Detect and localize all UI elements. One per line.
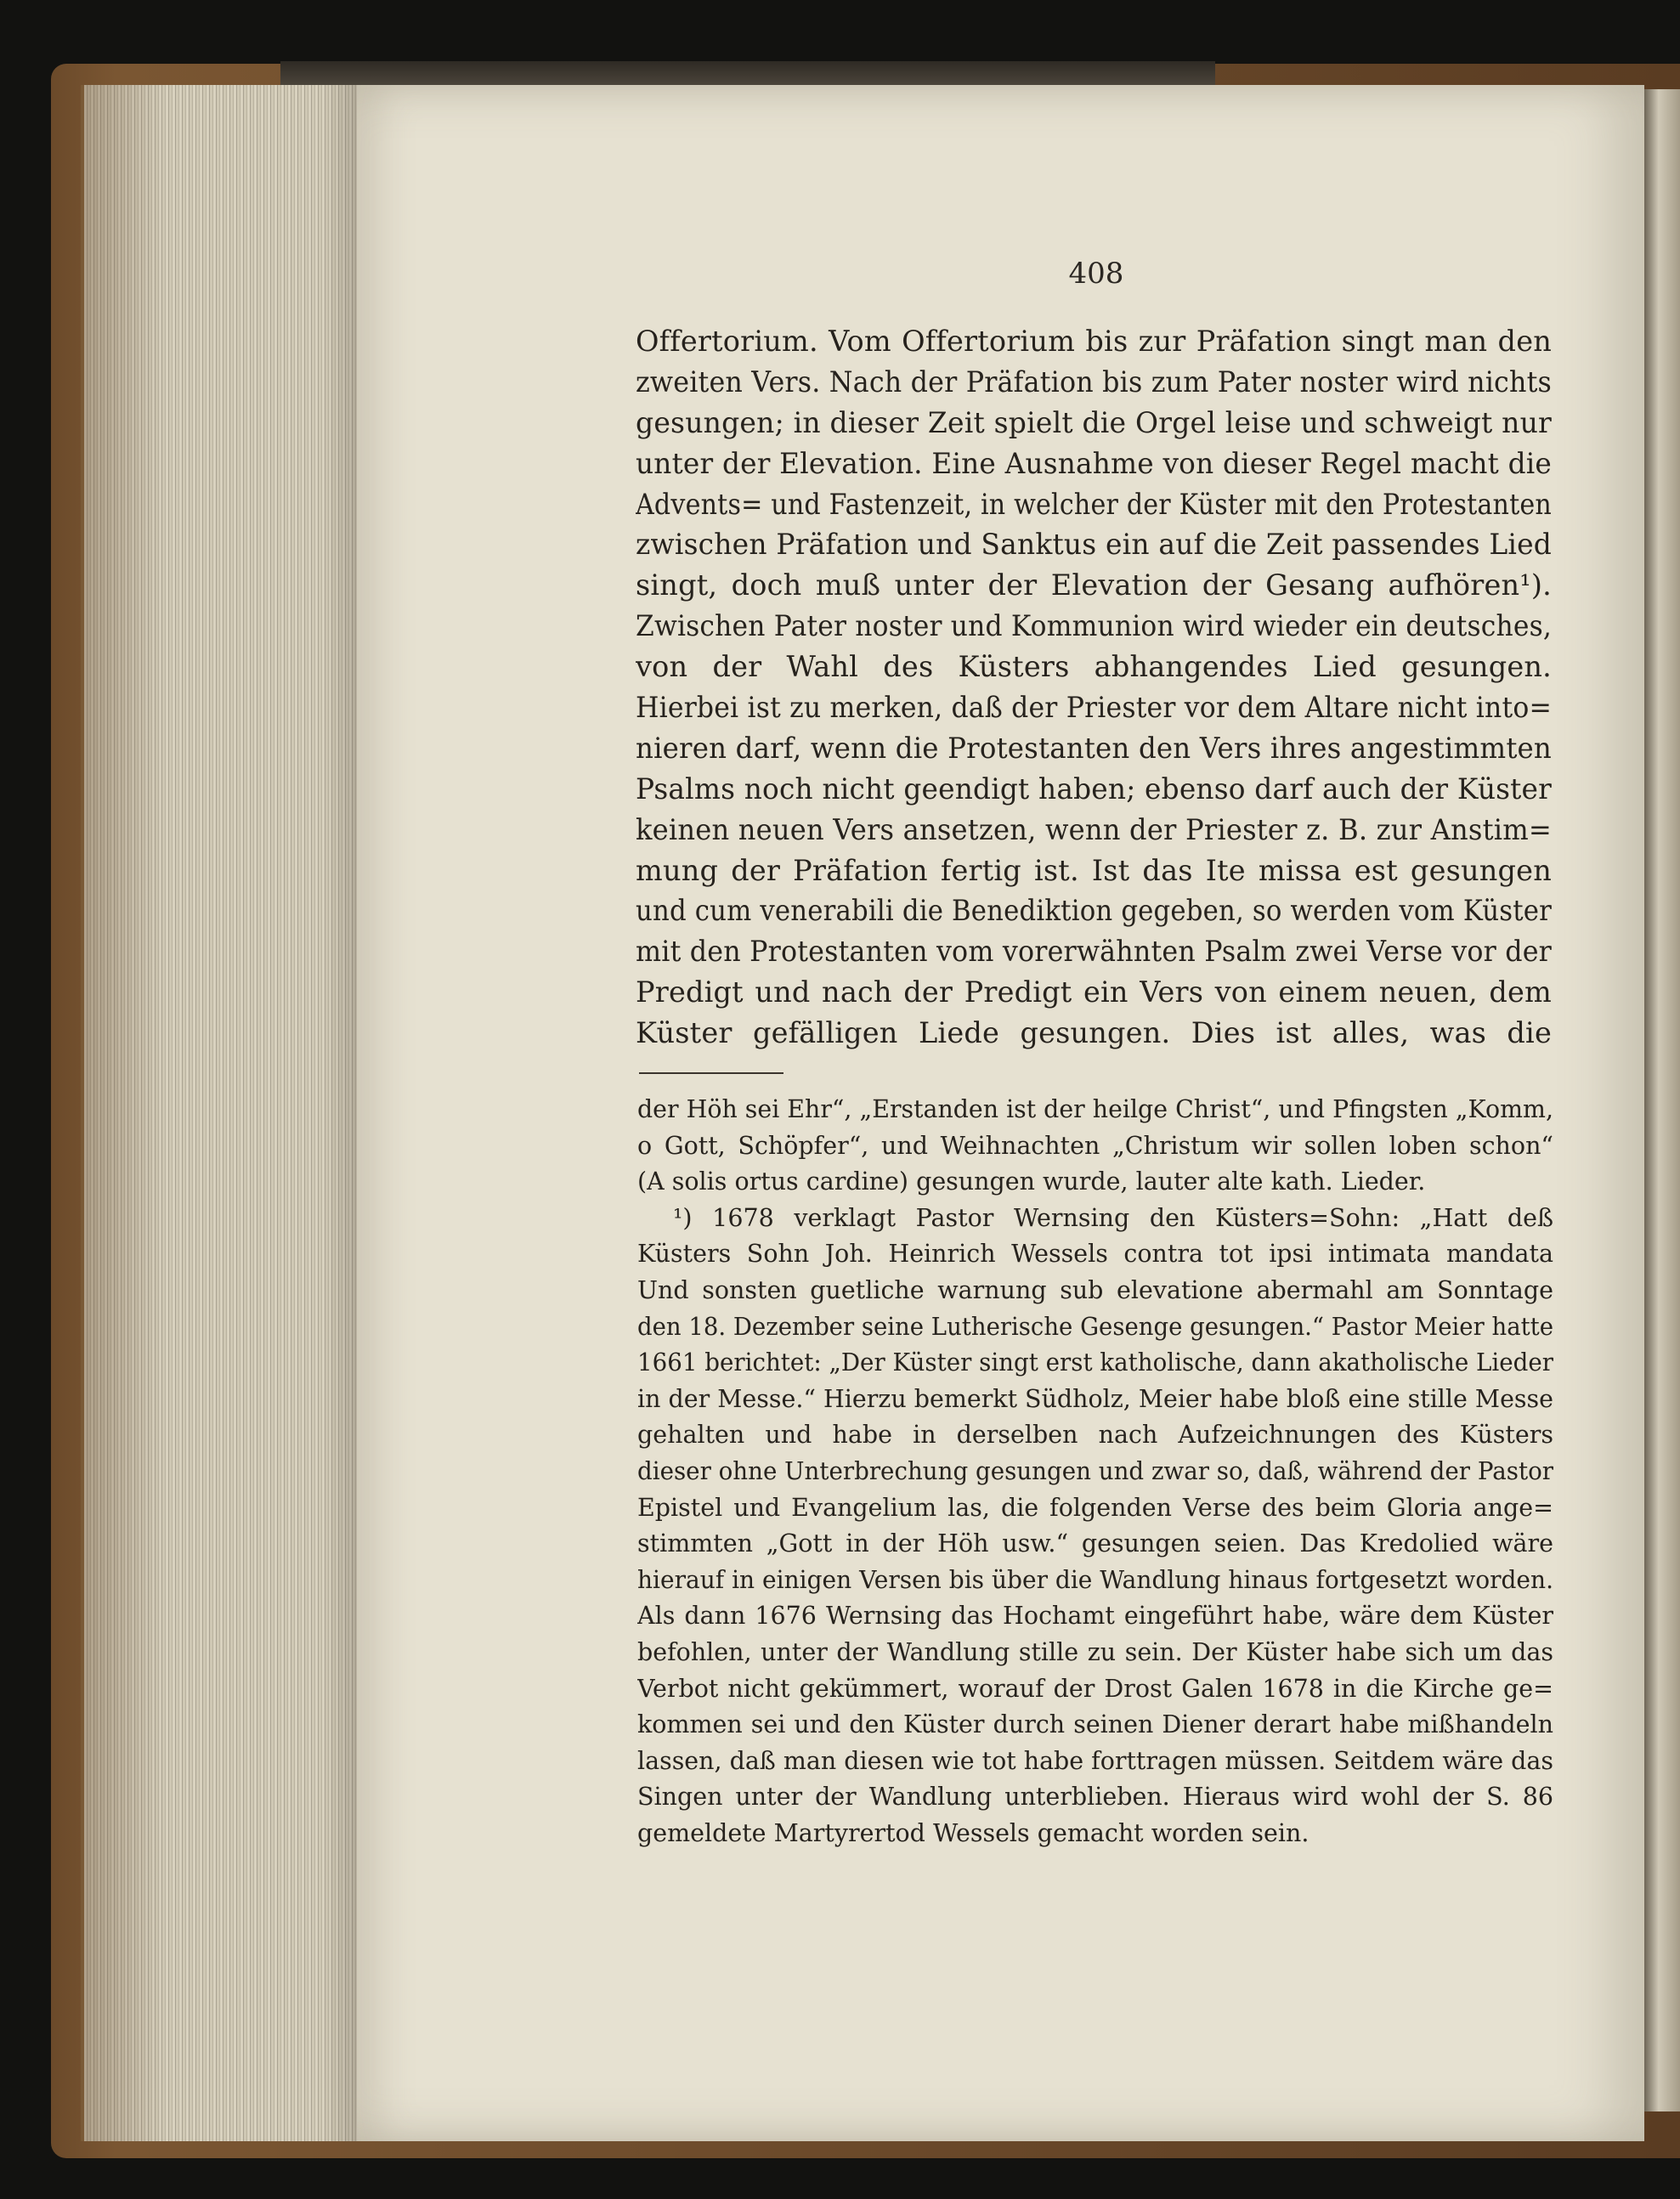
footnote-line: ¹) 1678 verklagt Pastor Wernsing den Küsters=Sohn: „Hatt deß: [673, 1203, 1553, 1232]
footnote-line: kommen sei und den Küster durch seinen Diener derart habe mißhandeln: [637, 1710, 1553, 1739]
text-line: zwischen Präfation und Sanktus ein auf die Zeit passendes Lied: [636, 528, 1552, 562]
page-edges-shadow: [81, 85, 365, 2141]
text-line: zweiten Vers. Nach der Präfation bis zum Pater noster wird nichts: [636, 365, 1552, 399]
footnote-line: Epistel und Evangelium las, die folgenden Verse des beim Gloria ange=: [637, 1493, 1553, 1522]
footnote-line: Singen unter der Wandlung unterblieben. Hieraus wird wohl der S. 86: [637, 1783, 1553, 1812]
footnote-line: gehalten und habe in derselben nach Aufzeichnungen des Küsters: [637, 1421, 1553, 1450]
footnote-divider: [639, 1072, 783, 1074]
footnote-line: dieser ohne Unterbrechung gesungen und zwar so, daß, während der Pastor: [637, 1456, 1553, 1485]
text-line: gesungen; in dieser Zeit spielt die Orgel leise und schweigt nur: [636, 405, 1552, 439]
text-line: von der Wahl des Küsters abhangendes Lied gesungen.: [636, 650, 1552, 684]
text-line: Advents= und Fastenzeit, in welcher der Küster mit den Protestanten: [636, 487, 1552, 521]
cover-top-edge: [280, 61, 1215, 85]
text-line: Predigt und nach der Predigt ein Vers von einem neuen, dem: [636, 975, 1552, 1009]
text-line: keinen neuen Vers ansetzen, wenn der Priester z. B. zur Anstim=: [636, 812, 1552, 846]
footnote-line: der Höh sei Ehr“, „Erstanden ist der heilge Christ“, und Pfingsten „Komm,: [637, 1095, 1553, 1123]
text-line: unter der Elevation. Eine Ausnahme von dieser Regel macht die: [636, 446, 1552, 480]
text-line: Zwischen Pater noster und Kommunion wird wieder ein deutsches,: [636, 609, 1552, 643]
text-line: nieren darf, wenn die Protestanten den Vers ihres angestimmten: [636, 731, 1552, 765]
text-line: mit den Protestanten vom vorerwähnten Psalm zwei Verse vor der: [636, 935, 1552, 969]
facing-page-edge: [1644, 89, 1680, 2111]
footnote-line: Küsters Sohn Joh. Heinrich Wessels contra tot ipsi intimata mandata: [637, 1240, 1553, 1269]
footnote-line: (A solis ortus cardine) gesungen wurde, lauter alte kath. Lieder.: [637, 1167, 1426, 1196]
footnote-line: Und sonsten guetliche warnung sub elevatione abermahl am Sonntage: [637, 1275, 1553, 1304]
footnote-line: o Gott, Schöpfer“, und Weihnachten „Christum wir sollen loben schon“: [637, 1131, 1553, 1160]
footnote-line: stimmten „Gott in der Höh usw.“ gesungen seien. Das Kredolied wäre: [637, 1529, 1553, 1558]
text-line: Offertorium. Vom Offertorium bis zur Präfation singt man den: [636, 325, 1552, 358]
footnote-line: in der Messe.“ Hierzu bemerkt Südholz, Meier habe bloß eine stille Messe: [637, 1384, 1553, 1413]
footnote-line: 1661 berichtet: „Der Küster singt erst katholische, dann akatholische Lieder: [637, 1348, 1553, 1377]
main-text: [636, 321, 1552, 1054]
text-line: Hierbei ist zu merken, daß der Priester vor dem Altare nicht into=: [636, 691, 1552, 725]
footnotes: [637, 1092, 1553, 1851]
text-line: Küster gefälligen Liede gesungen. Dies ist alles, was die: [636, 1016, 1552, 1050]
footnote-line: gemeldete Martyrertod Wessels gemacht worden sein.: [637, 1818, 1309, 1847]
footnote-line: hierauf in einigen Versen bis über die Wandlung hinaus fortgesetzt worden.: [637, 1565, 1553, 1594]
footnote-line: Als dann 1676 Wernsing das Hochamt eingeführt habe, wäre dem Küster: [637, 1602, 1553, 1631]
text-line: singt, doch muß unter der Elevation der Gesang aufhören¹).: [636, 568, 1552, 602]
text-line: mung der Präfation fertig ist. Ist das Ite missa est gesungen: [636, 853, 1552, 887]
footnote-line: befohlen, unter der Wandlung stille zu sein. Der Küster habe sich um das: [637, 1637, 1553, 1666]
footnote-line: Verbot nicht gekümmert, worauf der Drost Galen 1678 in die Kirche ge=: [637, 1674, 1553, 1703]
footnote-line: den 18. Dezember seine Lutherische Gesenge gesungen.“ Pastor Meier hatte: [637, 1312, 1553, 1341]
footnote-line: lassen, daß man diesen wie tot habe forttragen müssen. Seitdem wäre das: [637, 1746, 1553, 1775]
page-number: 408: [1068, 257, 1124, 291]
text-line: und cum venerabili die Benediktion gegeben, so werden vom Küster: [636, 894, 1552, 928]
text-line: Psalms noch nicht geendigt haben; ebenso darf auch der Küster: [636, 772, 1552, 806]
